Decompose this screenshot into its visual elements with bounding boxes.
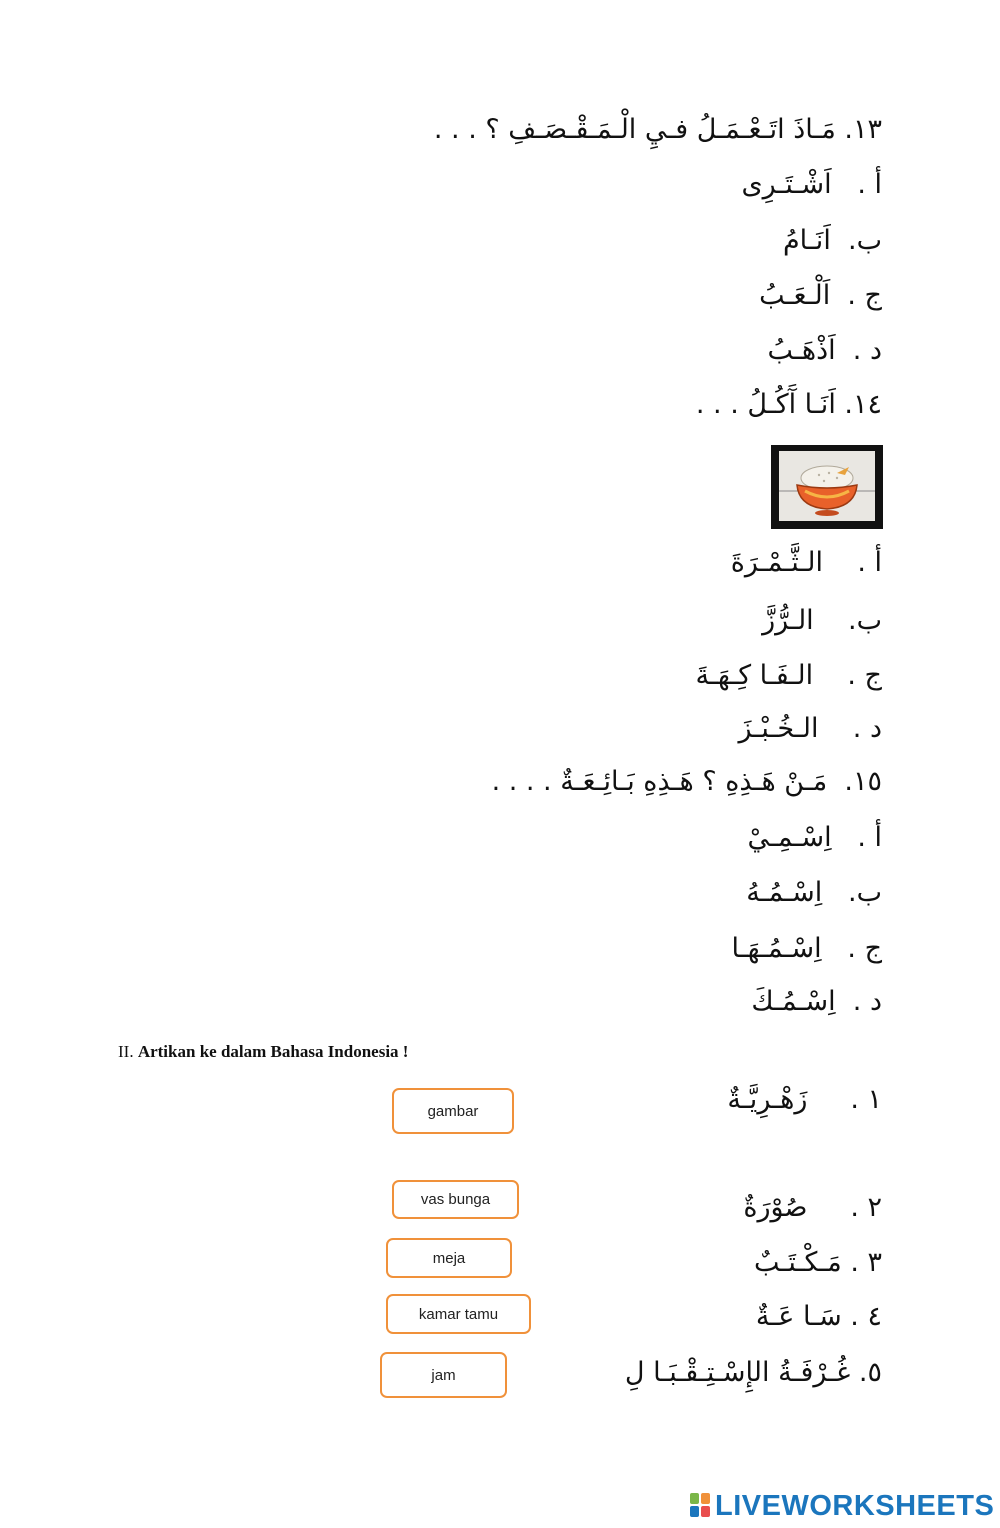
question-14: ١٤. اَنَـا آَكُـلُ . . . xyxy=(695,389,882,420)
option-b: ب. اِسْـمُـهُ xyxy=(746,877,882,908)
vocab-item-4: ٤ . سَـا عَـةٌ xyxy=(755,1301,882,1332)
section-instruction: Artikan ke dalam Bahasa Indonesia ! xyxy=(137,1042,409,1061)
vocab-item-2: ٢ . صُوْرَةٌ xyxy=(743,1192,882,1223)
vocab-item-1: ١ . زَهْـرِيَّـةٌ xyxy=(727,1084,882,1115)
question-13: ١٣. مَـاذَ اتَـعْـمَـلُ فـيِ الْـمَـقْـصَـفِ ؟ . . . xyxy=(433,114,882,145)
option-c: ج . اَلْـعَـبُ xyxy=(759,280,882,311)
option-a: أ . اَشْـتَـرِى xyxy=(741,169,882,200)
section-numeral: II. xyxy=(118,1042,134,1061)
option-b: ب. الـرُّزَّ xyxy=(762,605,882,636)
logo-mark-icon xyxy=(690,1493,712,1519)
option-d: د . اَذْهَـبُ xyxy=(767,335,882,366)
answer-box-vas-bunga[interactable]: vas bunga xyxy=(392,1180,519,1219)
brand-name: LIVEWORKSHEETS xyxy=(715,1489,995,1522)
answer-box-jam[interactable]: jam xyxy=(380,1352,507,1398)
section-heading xyxy=(118,1042,408,1062)
option-a: أ . اِسْـمِـيْ xyxy=(747,822,882,853)
option-d: د . الـخُـبْـزَ xyxy=(738,713,882,744)
rice-bowl-icon xyxy=(779,451,875,521)
option-a: أ . الـثَّـمْـرَةَ xyxy=(730,547,882,578)
option-b: ب. اَنَـامُ xyxy=(782,225,882,256)
vocab-item-5: ٥. غُـرْفَـةُ الإِسْـتِـقْـبَـا لِ xyxy=(624,1357,882,1388)
answer-box-meja[interactable]: meja xyxy=(386,1238,512,1278)
liveworksheets-logo[interactable] xyxy=(690,1490,994,1522)
option-c: ج . الـفَـا كِـهَـةَ xyxy=(695,660,882,691)
question-15: ١٥. مَـنْ هَـذِهِ ؟ هَـذِهِ بَـائِـعَـةٌ . . . . xyxy=(491,766,882,797)
vocab-item-3: ٣ . مَـكْـتَـبٌ xyxy=(753,1247,882,1278)
rice-bowl-image xyxy=(771,445,883,529)
answer-box-gambar[interactable]: gambar xyxy=(392,1088,514,1134)
answer-box-kamar-tamu[interactable]: kamar tamu xyxy=(386,1294,531,1334)
option-d: د . اِسْـمُـكَ xyxy=(751,986,882,1017)
option-c: ج . اِسْـمُـهَـا xyxy=(731,933,882,964)
